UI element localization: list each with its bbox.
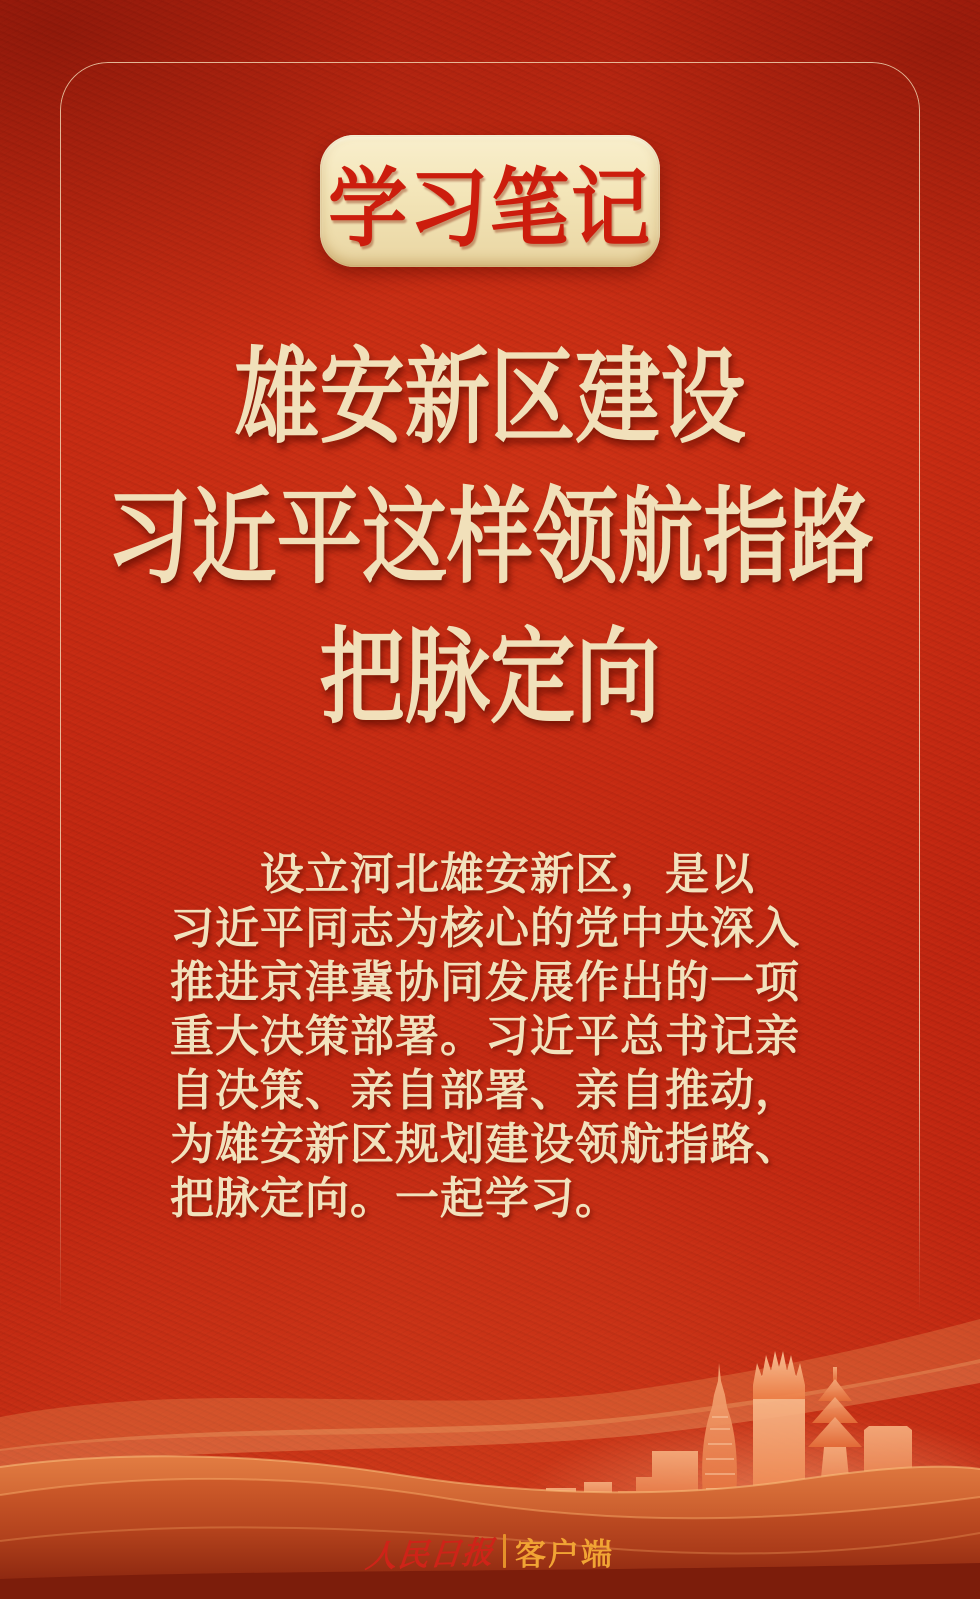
paragraph-line: 习近平同志为核心的党中央深入 xyxy=(170,904,800,953)
peoples-daily-wordmark: 人民日报 xyxy=(363,1534,496,1575)
headline-text: 习近平这样领航指路 xyxy=(106,481,874,596)
headline-line-1 xyxy=(0,318,980,458)
headline-text: 雄安新区建设 xyxy=(234,341,746,456)
paragraph-line: 把脉定向。一起学习。 xyxy=(170,1174,620,1223)
logo-divider xyxy=(503,1534,506,1568)
paragraph-line: 推进京津冀协同发展作出的一项 xyxy=(170,958,800,1007)
client-label: 客户端 xyxy=(515,1536,614,1572)
study-notes-badge xyxy=(320,135,660,267)
headline-text: 把脉定向 xyxy=(319,621,661,736)
paragraph-line: 自决策、亲自部署、亲自推动， xyxy=(170,1066,800,1115)
body-paragraph xyxy=(170,848,830,1226)
headline-line-2 xyxy=(0,458,980,598)
headline-line-3 xyxy=(0,598,980,738)
peoples-daily-logo xyxy=(0,1531,980,1575)
paragraph-line: 设立河北雄安新区，是以 xyxy=(260,850,755,899)
badge-label: 学习笔记 xyxy=(328,161,652,257)
paragraph-line: 为雄安新区规划建设领航指路、 xyxy=(170,1120,800,1169)
paragraph-line: 重大决策部署。习近平总书记亲 xyxy=(170,1012,800,1061)
